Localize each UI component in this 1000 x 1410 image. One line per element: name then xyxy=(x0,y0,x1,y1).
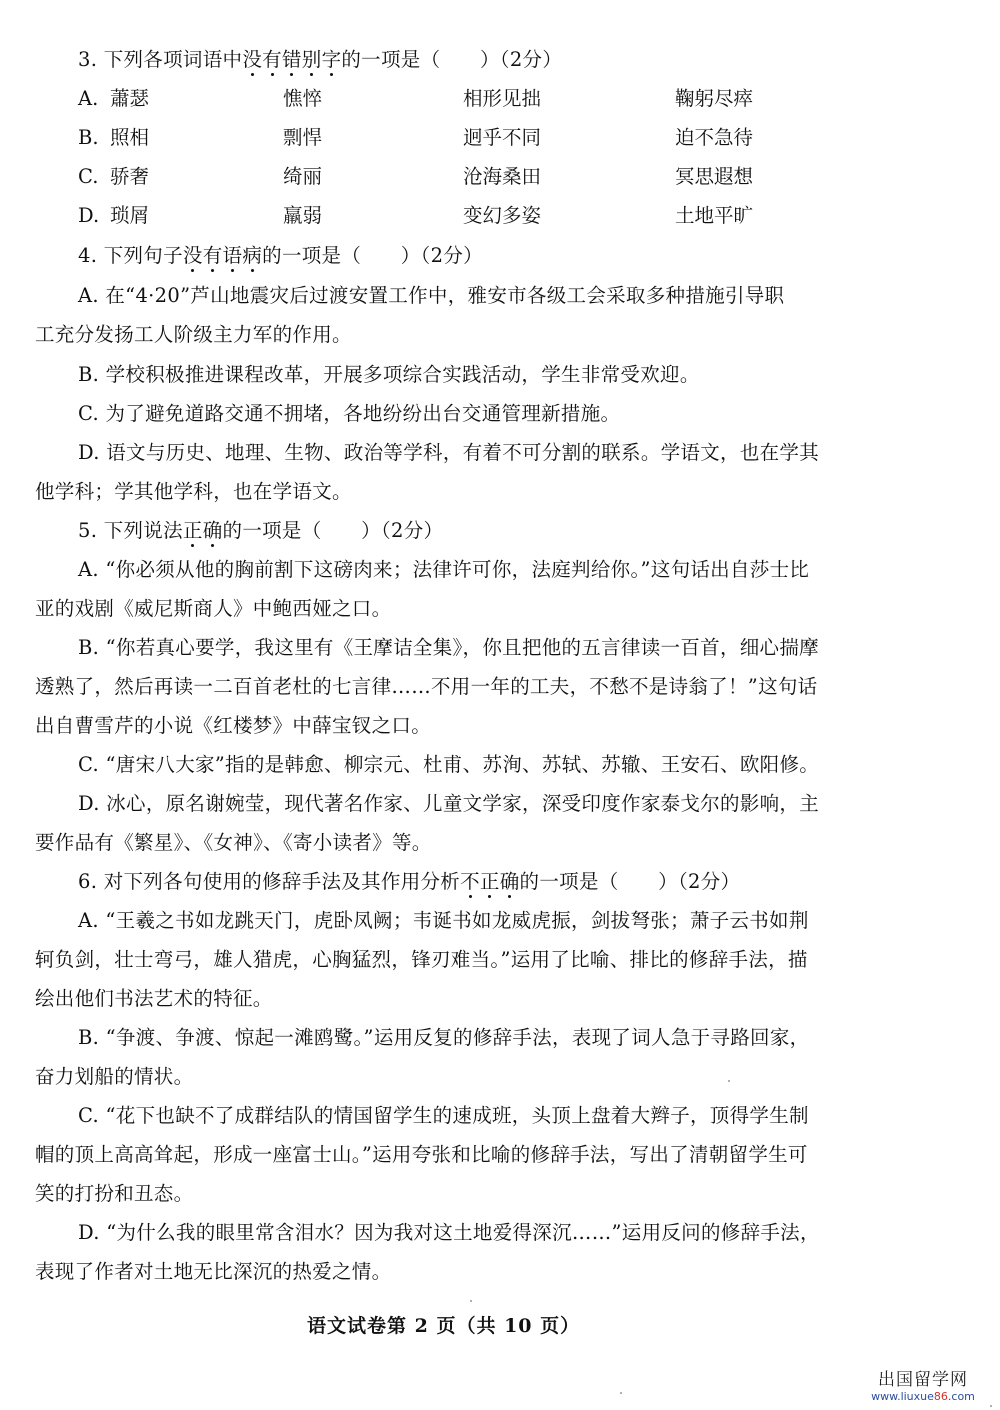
emphasis-char: 别 xyxy=(301,48,322,71)
question-6-option-a-line-1: A. “王羲之书如龙跳天门，虎卧凤阙；韦诞书如龙威虎振，剑拔弩张；萧子云书如荆 xyxy=(78,909,809,932)
question-6-option-c-line-1: C. “花下也缺不了成群结队的情国留学生的速成班，头顶上盘着大辫子，顶得学生制 xyxy=(78,1104,809,1127)
url-part: .com xyxy=(947,1390,975,1403)
option-word: 照相 xyxy=(110,126,150,149)
option-word: 骄奢 xyxy=(110,165,150,188)
question-6-option-b-line-1: B. “争渡、争渡、惊起一滩鸥鹭。”运用反复的修辞手法，表现了词人急于寻路回家， xyxy=(78,1026,810,1049)
option-word: 剽悍 xyxy=(283,126,323,149)
option-label: B. xyxy=(78,126,99,149)
option-word: 迫不急待 xyxy=(675,126,754,149)
question-6-option-b-line-2: 奋力划船的情状。 xyxy=(35,1065,194,1088)
stem-text: 4. 下列句子 xyxy=(78,244,183,267)
emphasis-char: 错 xyxy=(281,48,302,71)
stem-text: 的一项是（ ）（2分） xyxy=(262,244,483,267)
question-6-option-c-line-2: 帽的顶上高高耸起，形成一座富士山。”运用夸张和比喻的修辞手法，写出了清朝留学生可 xyxy=(35,1143,808,1166)
url-part: www.liuxue xyxy=(871,1390,934,1403)
stem-text: 的一项是（ ）（2分） xyxy=(341,48,563,71)
question-6-option-c-line-3: 笑的打扮和丑态。 xyxy=(35,1182,194,1205)
option-word: 土地平旷 xyxy=(675,204,754,227)
question-5-option-b-line-3: 出自曹雪芹的小说《红楼梦》中薛宝钗之口。 xyxy=(35,714,432,737)
option-word: 相形见拙 xyxy=(463,87,542,110)
question-4-option-a-line-1: A. 在“4·20”芦山地震灾后过渡安置工作中，雅安市各级工会采取多种措施引导职 xyxy=(78,284,785,307)
option-word: 鞠躬尽瘁 xyxy=(675,87,754,110)
scan-speck xyxy=(470,1300,472,1302)
emphasis-char: 正 xyxy=(182,519,203,542)
question-6-stem xyxy=(78,869,740,895)
stem-text: 5. 下列说法 xyxy=(78,519,183,542)
question-6-option-a-line-3: 绘出他们书法艺术的特征。 xyxy=(35,987,273,1010)
option-label: A. xyxy=(78,87,99,110)
question-6-option-d-line-2: 表现了作者对土地无比深沉的热爱之情。 xyxy=(35,1260,392,1283)
scan-speck xyxy=(728,1080,730,1082)
question-5-option-a-line-2: 亚的戏剧《威尼斯商人》中鲍西娅之口。 xyxy=(35,597,392,620)
emphasis-char: 没 xyxy=(182,244,203,267)
stem-text: 3. 下列各项词语中 xyxy=(78,48,243,71)
stem-text: 的一项是（ ）（2分） xyxy=(519,870,741,893)
question-5-option-d-line-2: 要作品有《繁星》、《女神》、《寄小读者》等。 xyxy=(35,831,432,854)
option-word: 羸弱 xyxy=(283,204,323,227)
question-4-option-b: B. 学校积极推进课程改革，开展多项综合实践活动，学生非常受欢迎。 xyxy=(78,363,700,386)
scan-speck xyxy=(990,1405,992,1407)
option-word: 沧海桑田 xyxy=(463,165,542,188)
scan-speck xyxy=(620,1392,622,1394)
option-word: 蕭瑟 xyxy=(110,87,150,110)
stem-text: 的一项是（ ）（2分） xyxy=(222,519,444,542)
emphasis-char: 有 xyxy=(262,48,282,71)
option-word: 迥乎不同 xyxy=(463,126,542,149)
emphasis-char: 没 xyxy=(242,48,263,71)
question-4-stem xyxy=(78,243,483,269)
emphasis-char: 病 xyxy=(242,244,263,267)
site-watermark xyxy=(858,1370,988,1404)
page-footer: 语文试卷第 2 页（共 10 页） xyxy=(307,1315,581,1337)
stem-text: 6. 对下列各句使用的修辞手法及其作用分析 xyxy=(78,870,461,893)
option-word: 冥思遐想 xyxy=(675,165,754,188)
emphasis-char: 不 xyxy=(460,870,480,893)
watermark-site-name: 出国留学网 xyxy=(878,1370,968,1390)
emphasis-char: 字 xyxy=(321,48,342,71)
emphasis-char: 有 xyxy=(202,244,223,267)
option-word: 绮丽 xyxy=(283,165,323,188)
question-5-stem xyxy=(78,518,443,544)
emphasis-char: 确 xyxy=(499,870,520,893)
question-4-option-a-line-2: 工充分发扬工人阶级主力军的作用。 xyxy=(35,323,352,346)
option-word: 琐屑 xyxy=(110,204,150,227)
question-4-option-d-line-2: 他学科；学其他学科，也在学语文。 xyxy=(35,480,352,503)
emphasis-char: 语 xyxy=(222,244,243,267)
question-5-option-b-line-2: 透熟了，然后再读一二百首老杜的七言律……不用一年的工夫，不愁不是诗翁了！”这句话 xyxy=(35,675,818,698)
option-label: C. xyxy=(78,165,99,188)
question-3-stem xyxy=(78,47,562,73)
watermark-url xyxy=(858,1390,988,1404)
emphasis-char: 正 xyxy=(479,870,500,893)
emphasis-char: 确 xyxy=(202,519,223,542)
question-5-option-c: C. “唐宋八大家”指的是韩愈、柳宗元、杜甫、苏洵、苏轼、苏辙、王安石、欧阳修。 xyxy=(78,753,820,776)
question-4-option-c: C. 为了避免道路交通不拥堵，各地纷纷出台交通管理新措施。 xyxy=(78,402,621,425)
question-5-option-b-line-1: B. “你若真心要学，我这里有《王摩诘全集》，你且把他的五言律读一百首，细心揣摩 xyxy=(78,636,819,659)
option-word: 憔悴 xyxy=(283,87,323,110)
question-5-option-a-line-1: A. “你必须从他的胸前割下这磅肉来；法律许可你，法庭判给你。”这句话出自莎士比 xyxy=(78,558,810,581)
url-highlight: 86 xyxy=(933,1390,948,1403)
question-4-option-d-line-1: D. 语文与历史、地理、生物、政治等学科，有着不可分割的联系。学语文，也在学其 xyxy=(78,441,820,464)
option-word: 变幻多姿 xyxy=(463,204,542,227)
question-6-option-d-line-1: D. “为什么我的眼里常含泪水？因为我对这土地爱得深沉……”运用反问的修辞手法， xyxy=(78,1221,820,1244)
option-label: D. xyxy=(78,204,100,227)
question-6-option-a-line-2: 轲负剑，壮士弯弓，雄人猎虎，心胸猛烈，锋刃难当。”运用了比喻、排比的修辞手法，描 xyxy=(35,948,808,971)
question-5-option-d-line-1: D. 冰心，原名谢婉莹，现代著名作家、儿童文学家，深受印度作家泰戈尔的影响，主 xyxy=(78,792,820,815)
